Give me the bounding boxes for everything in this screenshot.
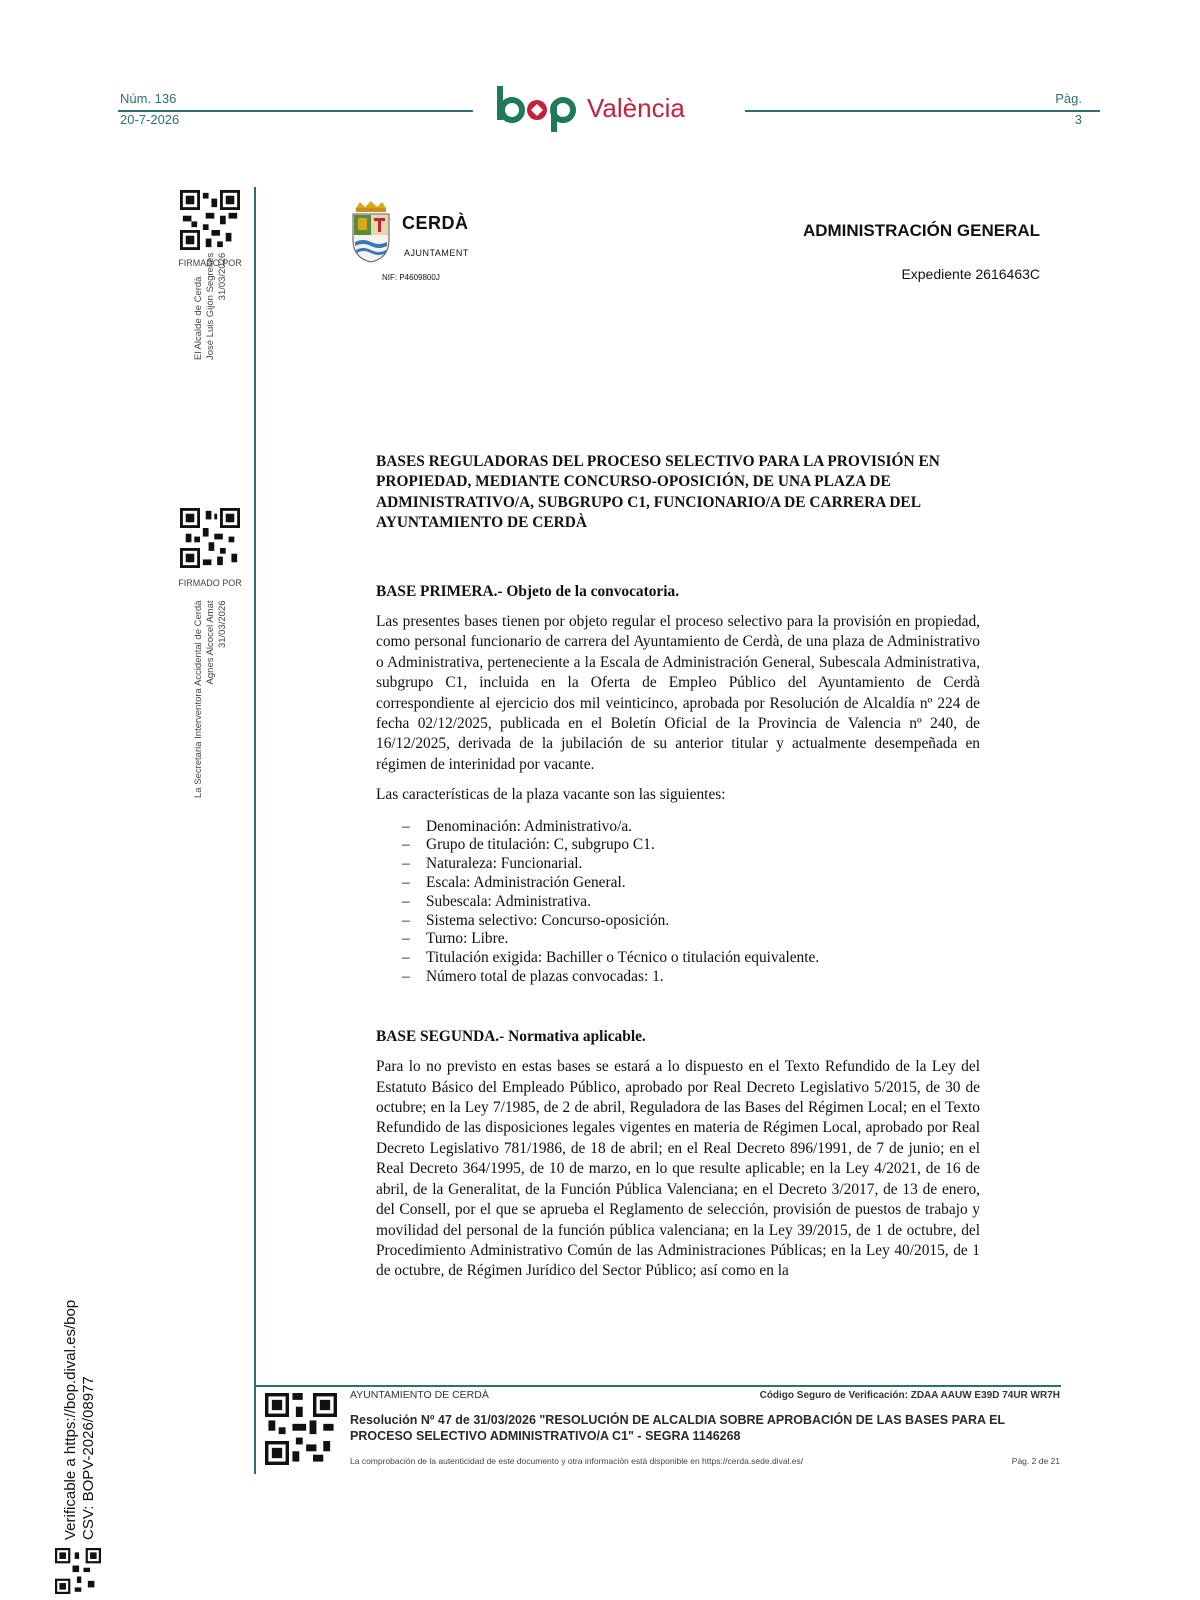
cerda-coat-of-arms-icon: [348, 200, 394, 264]
department-title: ADMINISTRACIÓN GENERAL: [802, 221, 1040, 240]
base-primera-heading: BASE PRIMERA.- Objeto de la convocatoria.: [376, 582, 680, 600]
signature-label: FIRMADO POR: [178, 578, 242, 588]
bulletin-number: Núm. 136: [120, 91, 177, 106]
list-item: – Grupo de titulación: C, subgrupo C1.: [376, 836, 980, 855]
list-item: – Titulación exigida: Bachiller o Técnico o titulación equivalente.: [376, 949, 980, 968]
document-title: BASES REGULADORAS DEL PROCESO SELECTIVO PARA LA PROVISIÓN EN PROPIEDAD, MEDIANTE CONCURSO-OPOSICIÓN, DE UNA PLAZA DE ADMINISTRATIVO/A, SUBGRUPO C1, FUNCIONARIO/A DE CARRERA DEL AYUNTAMIENTO DE CERDÀ: [376, 453, 940, 532]
base-primera-paragraph: Las presentes bases tienen por objeto regular el proceso selectivo para la provisión en propiedad, como personal funcionario de carrera del Ayuntamiento de Cerdà, de una plaza de Administrativo o Administrativa, perteneciente a la Escala de Administración General, Subescala Administrativa, subgrupo C1, incluida en la Oferta de Empleo Público del Ayuntamiento de Cerdà correspondiente al ejercicio dos mil veinticinco, aprobada por Resolución de Alcaldía nº 224 de fecha 02/12/2025, publicada en el Boletín Oficial de la Provincia de Valencia nº 240, de 16/12/2025, derivada de la jubilación de su anterior titular y actualmente desempeñada en régimen de interinidad por vacante.: [376, 613, 980, 773]
signature-label: FIRMADO POR: [178, 258, 242, 268]
base-segunda-heading: BASE SEGUNDA.- Normativa aplicable.: [376, 1027, 646, 1045]
svg-text:València: València: [587, 93, 685, 123]
qr-code-icon: [180, 190, 240, 250]
page-number: 3: [1074, 112, 1082, 127]
footer-resolution: Resolución Nº 47 de 31/03/2026 "RESOLUCIÓN DE ALCALDIA SOBRE APROBACIÓN DE LAS BASES PARA EL PROCESO SELECTIVO ADMINISTRATIVO/A C1" - SEGRA 1146268: [350, 1413, 1005, 1443]
qr-code-icon: [265, 1393, 337, 1465]
footer-verification-note: La comprobación de la autenticidad de este documento y otra información está disponible en https://cerda.sede.dival.es/: [350, 1456, 804, 1466]
footer-page-count: Pàg. 2 de 21: [1011, 1456, 1060, 1466]
signature-role: El Alcalde de Cerdà: [193, 276, 204, 360]
nif: NIF: P4609800J: [382, 273, 440, 282]
qr-code-icon: [180, 508, 240, 568]
list-item: – Denominación: Administrativo/a.: [376, 818, 980, 837]
header-rule-left: [118, 110, 473, 112]
header-rule-right: [745, 110, 1100, 112]
footer-csv: Código Seguro de Verificación: ZDAA AAUW E39D 74UR WR7H: [759, 1390, 1060, 1401]
expediente: Expediente 2616463C: [901, 266, 1040, 282]
list-item: – Sistema selectivo: Concurso-oposición.: [376, 912, 980, 931]
base-segunda-paragraph: Para lo no previsto en estas bases se estará a lo dispuesto en el Texto Refundido de la Ley del Estatuto Básico del Empleado Público, aprobado por Real Decreto Legislativo 5/2015, de 30 de octubre; en la Ley 7/1985, de 2 de abril, Reguladora de las Bases del Régimen Local; en el Texto Refundido de las disposiciones legales vigentes en materia de Régimen Local, aprobado por Real Decreto Legislativo 781/1986, de 18 de abril; en el Real Decreto 896/1991, de 7 de junio; en el Real Decreto 364/1995, de 10 de marzo, en lo que resulte aplicable; en la Ley 4/2021, de 16 de abril, de la Generalitat, de la Función Pública Valenciana; en el Decreto 3/2017, de 13 de enero, del Consell, por el que se aprueba el Reglamento de selección, provisión de puestos de trabajo y movilidad del personal de la función pública valenciana; en la Ley 39/2015, de 1 de octubre, del Procedimiento Administrativo Común de las Administraciones Públicas; en la Ley 40/2015, de 1 de octubre, de Régimen Jurídico del Sector Público; así como en la: [376, 1058, 980, 1280]
footer-rule: [256, 1385, 1061, 1387]
signature-name: Agnes Alcocel Amat: [205, 600, 216, 685]
list-item: – Naturaleza: Funcionarial.: [376, 855, 980, 874]
list-item: – Turno: Libre.: [376, 930, 980, 949]
town-name: CERDÀ: [402, 213, 469, 233]
qr-code-icon: [55, 1548, 101, 1594]
footer-ayuntamiento: AYUNTAMIENTO DE CERDÀ: [350, 1389, 489, 1401]
list-item: – Subescala: Administrativa.: [376, 893, 980, 912]
verification-text: [62, 1300, 98, 1540]
margin-rule: [254, 187, 256, 1474]
signature-role: La Secretaria Interventora Accidental de Cerdà: [193, 600, 204, 798]
characteristics-list: [376, 818, 980, 987]
ajuntament-label: AJUNTAMENT: [404, 248, 469, 258]
signature-date: 31/03/2026: [217, 252, 228, 301]
document-body: [376, 452, 980, 1282]
signature-signer-2: [193, 600, 229, 798]
verification-url: Verificable a https://bop.dival.es/bop: [62, 1299, 79, 1540]
list-item: – Número total de plazas convocadas: 1.: [376, 968, 980, 987]
page-label: Pàg.: [1055, 91, 1082, 106]
bop-valencia-logo: [495, 84, 720, 134]
list-item: – Escala: Administración General.: [376, 874, 980, 893]
verification-csv: CSV: BOPV-2026/08977: [80, 1376, 97, 1540]
bulletin-date: 20-7-2026: [120, 112, 180, 127]
characteristics-intro: Las características de la plaza vacante son las siguientes:: [376, 786, 726, 804]
signature-signer-1: [193, 253, 229, 360]
signature-name: José Luis Gijón Segrelles: [205, 252, 216, 360]
signature-date: 31/03/2026: [217, 600, 228, 649]
